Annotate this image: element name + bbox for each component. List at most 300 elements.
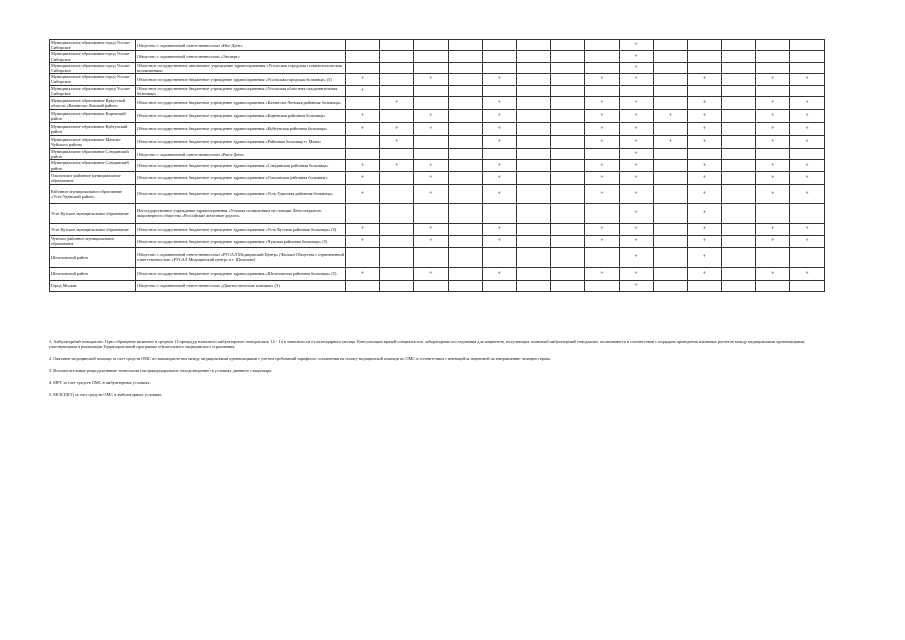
mark-cell: [414, 136, 448, 149]
mark-cell: +: [380, 136, 414, 149]
mark-cell: [482, 149, 516, 160]
mark-cell: [448, 280, 482, 291]
organization-cell: Общество с ограниченной ответственностью «Вита-Дент»: [136, 149, 346, 160]
mark-cell: [653, 247, 687, 267]
mark-cell: +: [414, 123, 448, 136]
mark-cell: [687, 51, 721, 62]
mark-cell: [414, 203, 448, 223]
mark-cell: +: [346, 184, 380, 203]
mark-cell: [448, 74, 482, 85]
mark-cell: [346, 51, 380, 62]
mark-cell: +: [790, 160, 824, 171]
mark-cell: +: [619, 203, 653, 223]
table-row: [50, 203, 825, 223]
mark-cell: [790, 247, 824, 267]
mark-cell: [551, 62, 585, 73]
mark-cell: [653, 74, 687, 85]
mark-cell: +: [790, 110, 824, 123]
mark-cell: [380, 40, 414, 51]
footnote-3: 3. Вспомогательные репродуктивные технологии (экстракорпоральное оплодотворение) в условиях дневного стационара.: [49, 368, 273, 374]
municipality-cell: Ольхонское районное муниципальное образование: [50, 171, 136, 184]
municipality-cell: Районное муниципальное образование «Усть-Удинский район»: [50, 184, 136, 203]
mark-cell: +: [585, 171, 619, 184]
mark-cell: [346, 62, 380, 73]
mark-cell: [516, 85, 550, 96]
municipality-cell: Муниципальное образование Киренский район: [50, 110, 136, 123]
mark-cell: [790, 40, 824, 51]
municipality-cell: Муниципальное образование Слюдянский район: [50, 160, 136, 171]
mark-cell: +: [619, 171, 653, 184]
table-row: [50, 235, 825, 247]
mark-cell: +: [346, 123, 380, 136]
table-body: [50, 40, 825, 292]
mark-cell: +: [482, 171, 516, 184]
mark-cell: +: [619, 235, 653, 247]
mark-cell: +: [687, 136, 721, 149]
mark-cell: +: [653, 110, 687, 123]
mark-cell: [346, 97, 380, 110]
mark-cell: [551, 123, 585, 136]
mark-cell: [551, 267, 585, 280]
mark-cell: [380, 110, 414, 123]
municipality-cell: Муниципальное образование город Усолье-Сибирское: [50, 40, 136, 51]
mark-cell: +: [619, 184, 653, 203]
mark-cell: +: [585, 267, 619, 280]
footnotes: [49, 339, 829, 404]
mark-cell: +: [756, 97, 790, 110]
mark-cell: [790, 149, 824, 160]
mark-cell: +: [756, 223, 790, 235]
mark-cell: +: [482, 235, 516, 247]
mark-cell: [380, 280, 414, 291]
mark-cell: [722, 280, 756, 291]
mark-cell: [448, 40, 482, 51]
mark-cell: [722, 149, 756, 160]
mark-cell: [653, 62, 687, 73]
mark-cell: [653, 267, 687, 280]
mark-cell: [551, 74, 585, 85]
mark-cell: [516, 74, 550, 85]
mark-cell: [516, 136, 550, 149]
mark-cell: [653, 51, 687, 62]
table-row: [50, 40, 825, 51]
mark-cell: [516, 51, 550, 62]
mark-cell: +: [585, 184, 619, 203]
mark-cell: +: [414, 74, 448, 85]
mark-cell: +: [653, 136, 687, 149]
mark-cell: [551, 136, 585, 149]
mark-cell: [346, 40, 380, 51]
mark-cell: [756, 85, 790, 96]
mark-cell: +: [414, 171, 448, 184]
mark-cell: [653, 203, 687, 223]
mark-cell: +: [687, 267, 721, 280]
table-row: [50, 136, 825, 149]
mark-cell: +: [585, 110, 619, 123]
mark-cell: [516, 247, 550, 267]
medical-organizations-table: [49, 39, 825, 292]
mark-cell: +: [619, 97, 653, 110]
mark-cell: +: [756, 110, 790, 123]
table-row: [50, 149, 825, 160]
mark-cell: [482, 51, 516, 62]
mark-cell: +: [756, 184, 790, 203]
mark-cell: [551, 160, 585, 171]
mark-cell: +: [414, 267, 448, 280]
mark-cell: [448, 203, 482, 223]
mark-cell: [516, 223, 550, 235]
mark-cell: [687, 280, 721, 291]
mark-cell: [619, 85, 653, 96]
mark-cell: [448, 85, 482, 96]
mark-cell: +: [585, 136, 619, 149]
footnote-4: 4. МРТ за счет средств ОМС в амбулаторных условиях.: [49, 380, 151, 386]
table-row: [50, 51, 825, 62]
mark-cell: [516, 123, 550, 136]
mark-cell: [448, 97, 482, 110]
municipality-cell: Муниципальное образование Слюдянский район: [50, 149, 136, 160]
mark-cell: [790, 280, 824, 291]
mark-cell: +: [619, 267, 653, 280]
municipality-cell: Чунское районное муниципальное образование: [50, 235, 136, 247]
mark-cell: [414, 40, 448, 51]
mark-cell: [687, 40, 721, 51]
mark-cell: [722, 171, 756, 184]
mark-cell: [653, 160, 687, 171]
mark-cell: [551, 110, 585, 123]
mark-cell: +: [482, 184, 516, 203]
municipality-cell: Муниципальное образование город Усолье-Сибирское: [50, 62, 136, 73]
mark-cell: [722, 62, 756, 73]
mark-cell: [687, 85, 721, 96]
mark-cell: +: [482, 267, 516, 280]
mark-cell: [380, 184, 414, 203]
mark-cell: +: [482, 97, 516, 110]
mark-cell: [756, 40, 790, 51]
mark-cell: [790, 62, 824, 73]
mark-cell: [380, 51, 414, 62]
mark-cell: [653, 85, 687, 96]
mark-cell: [380, 74, 414, 85]
organization-cell: Общество с ограниченной ответственностью «Эксперт»: [136, 51, 346, 62]
mark-cell: [448, 223, 482, 235]
mark-cell: [448, 184, 482, 203]
mark-cell: +: [619, 123, 653, 136]
organization-cell: Областное государственное бюджетное учреждение здравоохранения «Ольхонская районная больница»: [136, 171, 346, 184]
organization-cell: Областное государственное бюджетное учреждение здравоохранения «Киренская районная больница»: [136, 110, 346, 123]
mark-cell: [346, 280, 380, 291]
mark-cell: [448, 235, 482, 247]
mark-cell: [756, 51, 790, 62]
mark-cell: [722, 74, 756, 85]
mark-cell: +: [585, 223, 619, 235]
mark-cell: +: [482, 123, 516, 136]
mark-cell: [516, 171, 550, 184]
mark-cell: +: [619, 247, 653, 267]
mark-cell: +: [687, 97, 721, 110]
organization-cell: Областное государственное бюджетное учреждение здравоохранения «Чунская районная больница» (5): [136, 235, 346, 247]
mark-cell: +: [585, 160, 619, 171]
mark-cell: [448, 62, 482, 73]
mark-cell: [414, 149, 448, 160]
mark-cell: +: [619, 280, 653, 291]
mark-cell: [414, 280, 448, 291]
municipality-cell: Усть-Кутское муниципальное образование: [50, 203, 136, 223]
mark-cell: [414, 51, 448, 62]
organization-cell: Общество с ограниченной ответственностью «Диагностические клиники» (3): [136, 280, 346, 291]
mark-cell: [516, 40, 550, 51]
mark-cell: +: [687, 123, 721, 136]
organization-cell: Областное государственное бюджетное учреждение здравоохранения «Районная больница п. Мама»: [136, 136, 346, 149]
mark-cell: +: [687, 74, 721, 85]
mark-cell: [551, 280, 585, 291]
mark-cell: [448, 171, 482, 184]
mark-cell: +: [790, 184, 824, 203]
municipality-cell: Муниципальное образование город Усолье-Сибирское: [50, 85, 136, 96]
municipality-cell: Шелеховский район: [50, 267, 136, 280]
mark-cell: [448, 267, 482, 280]
mark-cell: [722, 85, 756, 96]
mark-cell: [516, 203, 550, 223]
mark-cell: +: [585, 235, 619, 247]
mark-cell: [551, 184, 585, 203]
mark-cell: +: [482, 136, 516, 149]
mark-cell: +: [619, 62, 653, 73]
mark-cell: +: [687, 223, 721, 235]
mark-cell: +: [619, 149, 653, 160]
mark-cell: [414, 97, 448, 110]
table-row: [50, 62, 825, 73]
mark-cell: [687, 149, 721, 160]
mark-cell: [790, 85, 824, 96]
mark-cell: [585, 203, 619, 223]
mark-cell: [722, 110, 756, 123]
mark-cell: +: [585, 97, 619, 110]
mark-cell: [790, 51, 824, 62]
mark-cell: +: [687, 247, 721, 267]
table-row: [50, 74, 825, 85]
mark-cell: +: [482, 110, 516, 123]
table-row: [50, 123, 825, 136]
mark-cell: [380, 203, 414, 223]
mark-cell: [585, 280, 619, 291]
mark-cell: [346, 149, 380, 160]
mark-cell: [380, 247, 414, 267]
mark-cell: +: [414, 235, 448, 247]
municipality-cell: Муниципальное образование город Усолье-Сибирское: [50, 51, 136, 62]
mark-cell: +: [756, 171, 790, 184]
mark-cell: [653, 123, 687, 136]
table-row: [50, 85, 825, 96]
mark-cell: [585, 62, 619, 73]
table-row: [50, 247, 825, 267]
mark-cell: [551, 40, 585, 51]
mark-cell: [516, 184, 550, 203]
mark-cell: +: [482, 160, 516, 171]
mark-cell: +: [790, 136, 824, 149]
mark-cell: +: [687, 171, 721, 184]
mark-cell: [414, 85, 448, 96]
mark-cell: [346, 247, 380, 267]
mark-cell: [653, 97, 687, 110]
mark-cell: [722, 235, 756, 247]
organization-cell: Областное государственное автономное учреждение здравоохранения «Усольская городская стоматологическая поликлиника»: [136, 62, 346, 73]
organization-cell: Негосударственное учреждение здравоохранения «Узловая поликлиника на станции Лена открытого акционерного общества «Российские железные дороги»: [136, 203, 346, 223]
mark-cell: [722, 136, 756, 149]
mark-cell: [722, 267, 756, 280]
mark-cell: +: [482, 223, 516, 235]
mark-cell: +: [756, 235, 790, 247]
mark-cell: [653, 235, 687, 247]
mark-cell: +: [790, 223, 824, 235]
municipality-cell: Муниципальное образование Иркутской области «Катангско-Лекский район»: [50, 97, 136, 110]
mark-cell: [380, 149, 414, 160]
mark-cell: [585, 247, 619, 267]
mark-cell: [756, 280, 790, 291]
mark-cell: [722, 97, 756, 110]
mark-cell: [482, 247, 516, 267]
mark-cell: +: [585, 123, 619, 136]
mark-cell: [346, 203, 380, 223]
mark-cell: +: [687, 235, 721, 247]
mark-cell: [722, 40, 756, 51]
municipality-cell: Город Москва: [50, 280, 136, 291]
table-row: [50, 97, 825, 110]
mark-cell: [380, 62, 414, 73]
mark-cell: [482, 62, 516, 73]
table-row: [50, 280, 825, 291]
mark-cell: [756, 62, 790, 73]
municipality-cell: Муниципальное образование Куйтунский район: [50, 123, 136, 136]
municipality-cell: Муниципальное образование город Усолье-Сибирское: [50, 74, 136, 85]
mark-cell: +: [619, 136, 653, 149]
mark-cell: +: [619, 51, 653, 62]
organization-cell: Областное государственное бюджетное учреждение здравоохранения «Шелеховская районная больница» (5): [136, 267, 346, 280]
mark-cell: [448, 51, 482, 62]
organization-cell: Областное государственное бюджетное учреждение здравоохранения «Усольская областная оздоровительная больница»: [136, 85, 346, 96]
mark-cell: +: [380, 97, 414, 110]
mark-cell: [756, 149, 790, 160]
mark-cell: +: [619, 74, 653, 85]
mark-cell: +: [414, 184, 448, 203]
mark-cell: +: [756, 123, 790, 136]
mark-cell: +: [687, 184, 721, 203]
mark-cell: [585, 40, 619, 51]
mark-cell: [551, 149, 585, 160]
mark-cell: [551, 171, 585, 184]
mark-cell: +: [687, 110, 721, 123]
mark-cell: [380, 223, 414, 235]
mark-cell: +: [380, 160, 414, 171]
mark-cell: [722, 160, 756, 171]
mark-cell: [516, 160, 550, 171]
mark-cell: [380, 267, 414, 280]
mark-cell: +: [414, 160, 448, 171]
mark-cell: +: [790, 74, 824, 85]
mark-cell: [448, 123, 482, 136]
mark-cell: +: [619, 40, 653, 51]
mark-cell: [346, 136, 380, 149]
mark-cell: +: [619, 223, 653, 235]
footnote-1: 1. Амбулаторный гемодиализ. Одно обращение включает в среднем 13 процедур планового амбулаторного гемодиализа, 12 - 14 в зависимости от календарного месяца. Консультации врачей-специалистов, лабораторные исследования для пациентов, получающих плановый амбулаторный гемодиализ, оплачиваются в соответствии с порядком проведения взаимных расчетов между медицинскими организациями, участвующими в реализации Территориальной программы обязательного медицинского страхования.: [49, 339, 806, 350]
mark-cell: [653, 280, 687, 291]
mark-cell: [722, 51, 756, 62]
mark-cell: [414, 62, 448, 73]
mark-cell: +: [482, 74, 516, 85]
mark-cell: +: [346, 223, 380, 235]
mark-cell: [551, 247, 585, 267]
mark-cell: [653, 184, 687, 203]
mark-cell: [482, 85, 516, 96]
table-row: [50, 184, 825, 203]
mark-cell: [722, 223, 756, 235]
mark-cell: +: [687, 203, 721, 223]
mark-cell: [551, 85, 585, 96]
mark-cell: +: [619, 110, 653, 123]
mark-cell: [448, 136, 482, 149]
mark-cell: +: [346, 267, 380, 280]
mark-cell: [551, 235, 585, 247]
mark-cell: [380, 235, 414, 247]
table-row: [50, 223, 825, 235]
mark-cell: [585, 51, 619, 62]
municipality-cell: Муниципальное образование Мамско-Чуйского района: [50, 136, 136, 149]
mark-cell: [448, 149, 482, 160]
mark-cell: [653, 149, 687, 160]
organization-cell: Областное государственное бюджетное учреждение здравоохранения «Катангско-Ленская районная больница»: [136, 97, 346, 110]
mark-cell: +: [346, 110, 380, 123]
mark-cell: [653, 40, 687, 51]
mark-cell: [551, 97, 585, 110]
organization-cell: Областное государственное бюджетное учреждение здравоохранения «Усть-Удинская районная больница»: [136, 184, 346, 203]
mark-cell: [756, 247, 790, 267]
municipality-cell: Усть-Кутское муниципальное образование: [50, 223, 136, 235]
mark-cell: +: [346, 85, 380, 96]
organization-cell: Областное государственное бюджетное учреждение здравоохранения «Куйтунская районная больница»: [136, 123, 346, 136]
mark-cell: +: [790, 123, 824, 136]
mark-cell: +: [790, 235, 824, 247]
mark-cell: +: [414, 223, 448, 235]
mark-cell: [482, 280, 516, 291]
mark-cell: [653, 223, 687, 235]
table-row: [50, 160, 825, 171]
mark-cell: [790, 203, 824, 223]
mark-cell: +: [346, 160, 380, 171]
mark-cell: [687, 62, 721, 73]
mark-cell: +: [585, 74, 619, 85]
mark-cell: [380, 171, 414, 184]
table-row: [50, 110, 825, 123]
mark-cell: [551, 51, 585, 62]
mark-cell: [414, 247, 448, 267]
footnote-5: 5. МСКТ(КТ) за счет средств ОМС в амбулаторных условиях.: [49, 392, 163, 398]
mark-cell: [722, 123, 756, 136]
mark-cell: +: [619, 160, 653, 171]
mark-cell: +: [346, 171, 380, 184]
table-row: [50, 267, 825, 280]
mark-cell: [653, 171, 687, 184]
mark-cell: [585, 85, 619, 96]
mark-cell: +: [346, 74, 380, 85]
mark-cell: +: [790, 97, 824, 110]
organization-cell: Областное государственное бюджетное учреждение здравоохранения «Усть-Кутская районная больница» (5): [136, 223, 346, 235]
mark-cell: +: [687, 160, 721, 171]
mark-cell: +: [756, 74, 790, 85]
mark-cell: [551, 203, 585, 223]
mark-cell: [722, 247, 756, 267]
mark-cell: +: [380, 123, 414, 136]
mark-cell: [722, 184, 756, 203]
